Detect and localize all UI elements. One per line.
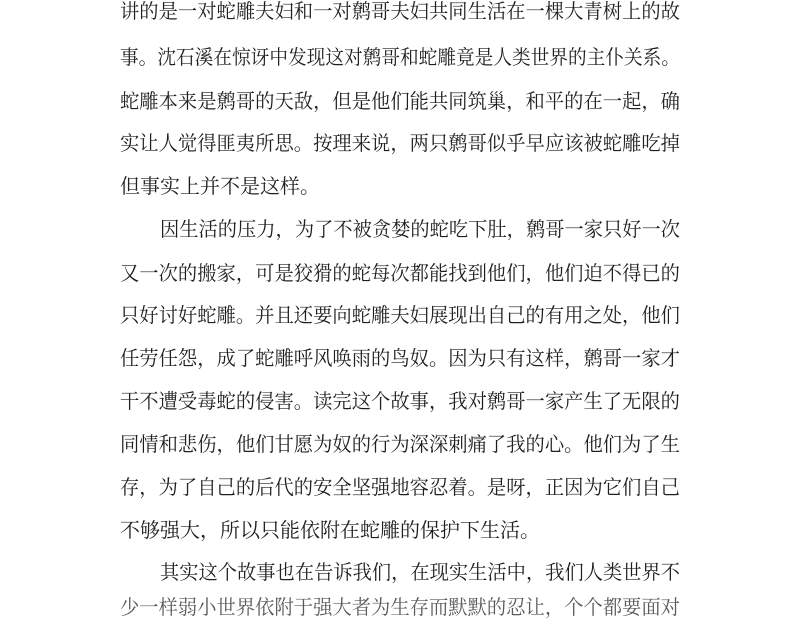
line-text: 其实这个故事也在告诉我们，在现实生活中，我们人类世界不 — [160, 560, 681, 584]
line-text: 任劳任怨，成了蛇雕呼风唤雨的鸟奴。因为只有这样，鹩哥一家才 — [120, 346, 680, 370]
line-text: 少一样弱小世界依附于强大者为生存而默默的忍让，个个都要面对 — [120, 595, 680, 619]
line-text: 事。沈石溪在惊讶中发现这对鹩哥和蛇雕竟是人类世界的主仆关系。 — [120, 45, 680, 69]
text-line — [0, 84, 800, 118]
line-text: 实让人觉得匪夷所思。按理来说，两只鹩哥似乎早应该被蛇雕吃掉 — [120, 131, 680, 155]
text-line — [0, 470, 800, 504]
line-text: 不够强大，所以只能依附在蛇雕的保护下生活。 — [120, 518, 540, 542]
text-line — [0, 0, 800, 28]
line-text: 又一次的搬家，可是狡猾的蛇每次都能找到他们，他们迫不得已的 — [120, 261, 680, 285]
text-line — [0, 555, 800, 589]
text-line — [0, 212, 800, 246]
text-line — [0, 590, 800, 624]
line-text: 只好讨好蛇雕。并且还要向蛇雕夫妇展现出自己的有用之处，他们 — [120, 303, 680, 327]
text-line — [0, 298, 800, 332]
text-line — [0, 513, 800, 547]
line-text: 但事实上并不是这样。 — [120, 174, 320, 198]
text-line — [0, 40, 800, 74]
text-line — [0, 384, 800, 418]
text-line — [0, 427, 800, 461]
text-line — [0, 256, 800, 290]
line-text: 讲的是一对蛇雕夫妇和一对鹩哥夫妇共同生活在一棵大青树上的故 — [120, 0, 680, 23]
line-text: 因生活的压力，为了不被贪婪的蛇吃下肚，鹩哥一家只好一次 — [160, 217, 681, 241]
line-text: 存，为了自己的后代的安全坚强地容忍着。是呀，正因为它们自己 — [120, 475, 680, 499]
text-line — [0, 126, 800, 160]
text-line — [0, 169, 800, 203]
line-text: 蛇雕本来是鹩哥的天敌，但是他们能共同筑巢，和平的在一起，确 — [120, 89, 680, 113]
text-line — [0, 341, 800, 375]
line-text: 干不遭受毒蛇的侵害。读完这个故事，我对鹩哥一家产生了无限的 — [120, 389, 680, 413]
line-text: 同情和悲伤，他们甘愿为奴的行为深深刺痛了我的心。他们为了生 — [120, 432, 680, 456]
